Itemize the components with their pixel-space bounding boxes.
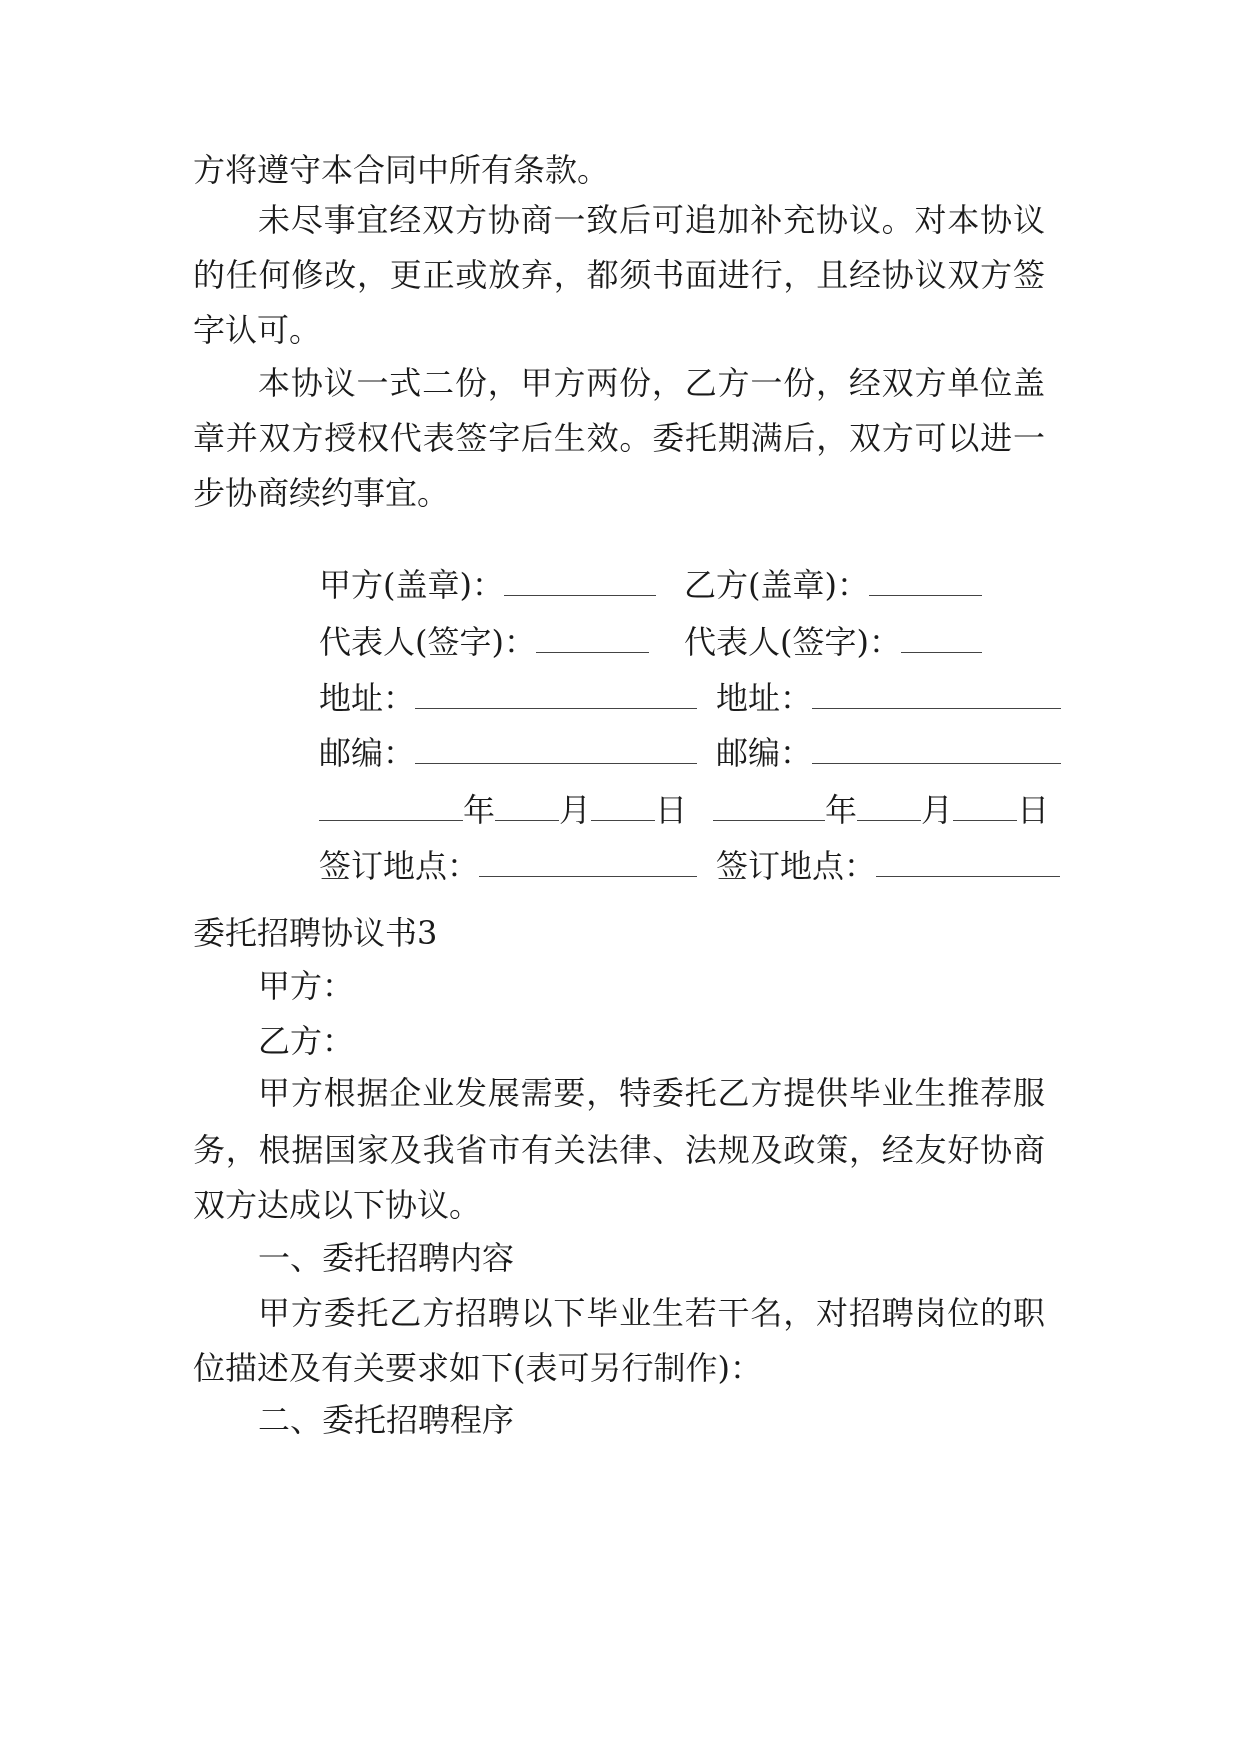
date-b-day-label: 日 xyxy=(1017,791,1050,829)
party-b-seal-label: 乙方(盖章)： xyxy=(684,566,870,604)
paragraph-continuation: 方将遵守本合同中所有条款。 xyxy=(193,151,610,189)
party-a-label: 甲方： xyxy=(258,967,355,1005)
date-b-year-label: 年 xyxy=(825,791,858,829)
heading-entrusted-procedure: 二、委托招聘程序 xyxy=(258,1401,515,1439)
section-title: 委托招聘协议书3 xyxy=(193,914,438,952)
paragraph-content-line-2: 位描述及有关要求如下(表可另行制作)： xyxy=(193,1349,762,1387)
date-a-month-label: 月 xyxy=(559,791,592,829)
place-b-label: 签订地点： xyxy=(716,847,877,885)
paragraph-content-line-1: 甲方委托乙方招聘以下毕业生若干名，对招聘岗位的职 xyxy=(258,1294,1045,1332)
place-b-row xyxy=(655,806,1060,926)
paragraph-intro-line-2: 务，根据国家及我省市有关法律、法规及政策，经友好协商 xyxy=(193,1131,1045,1169)
paragraph-supplement-line-1: 未尽事宜经双方协商一致后可追加补充协议。对本协议 xyxy=(258,201,1045,239)
party-a-seal-label: 甲方(盖章)： xyxy=(319,566,505,604)
postcode-b-label: 邮编： xyxy=(716,734,813,772)
representative-b-label: 代表人(签字)： xyxy=(684,623,902,661)
paragraph-supplement-line-2: 的任何修改，更正或放弃，都须书面进行，且经协议双方签 xyxy=(193,256,1045,294)
paragraph-copies-line-1: 本协议一式二份，甲方两份，乙方一份，经双方单位盖 xyxy=(258,364,1045,402)
paragraph-supplement-line-3: 字认可。 xyxy=(193,311,322,349)
representative-a-label: 代表人(签字)： xyxy=(319,623,537,661)
paragraph-copies-line-3: 步协商续约事宜。 xyxy=(193,474,450,512)
address-b-label: 地址： xyxy=(716,679,813,717)
postcode-a-label: 邮编： xyxy=(319,734,416,772)
paragraph-intro-line-3: 双方达成以下协议。 xyxy=(193,1186,482,1224)
paragraph-copies-line-2: 章并双方授权代表签字后生效。委托期满后，双方可以进一 xyxy=(193,419,1045,457)
address-a-label: 地址： xyxy=(319,679,416,717)
date-a-year-label: 年 xyxy=(463,791,496,829)
paragraph-intro-line-1: 甲方根据企业发展需要，特委托乙方提供毕业生推荐服 xyxy=(258,1074,1045,1112)
date-b-month-label: 月 xyxy=(921,791,954,829)
heading-entrusted-content: 一、委托招聘内容 xyxy=(258,1239,515,1277)
party-b-label: 乙方： xyxy=(258,1022,355,1060)
date-a-day-label: 日 xyxy=(655,791,688,829)
place-b-blank[interactable] xyxy=(876,848,1060,877)
place-a-row xyxy=(258,806,697,926)
place-a-label: 签订地点： xyxy=(319,847,480,885)
